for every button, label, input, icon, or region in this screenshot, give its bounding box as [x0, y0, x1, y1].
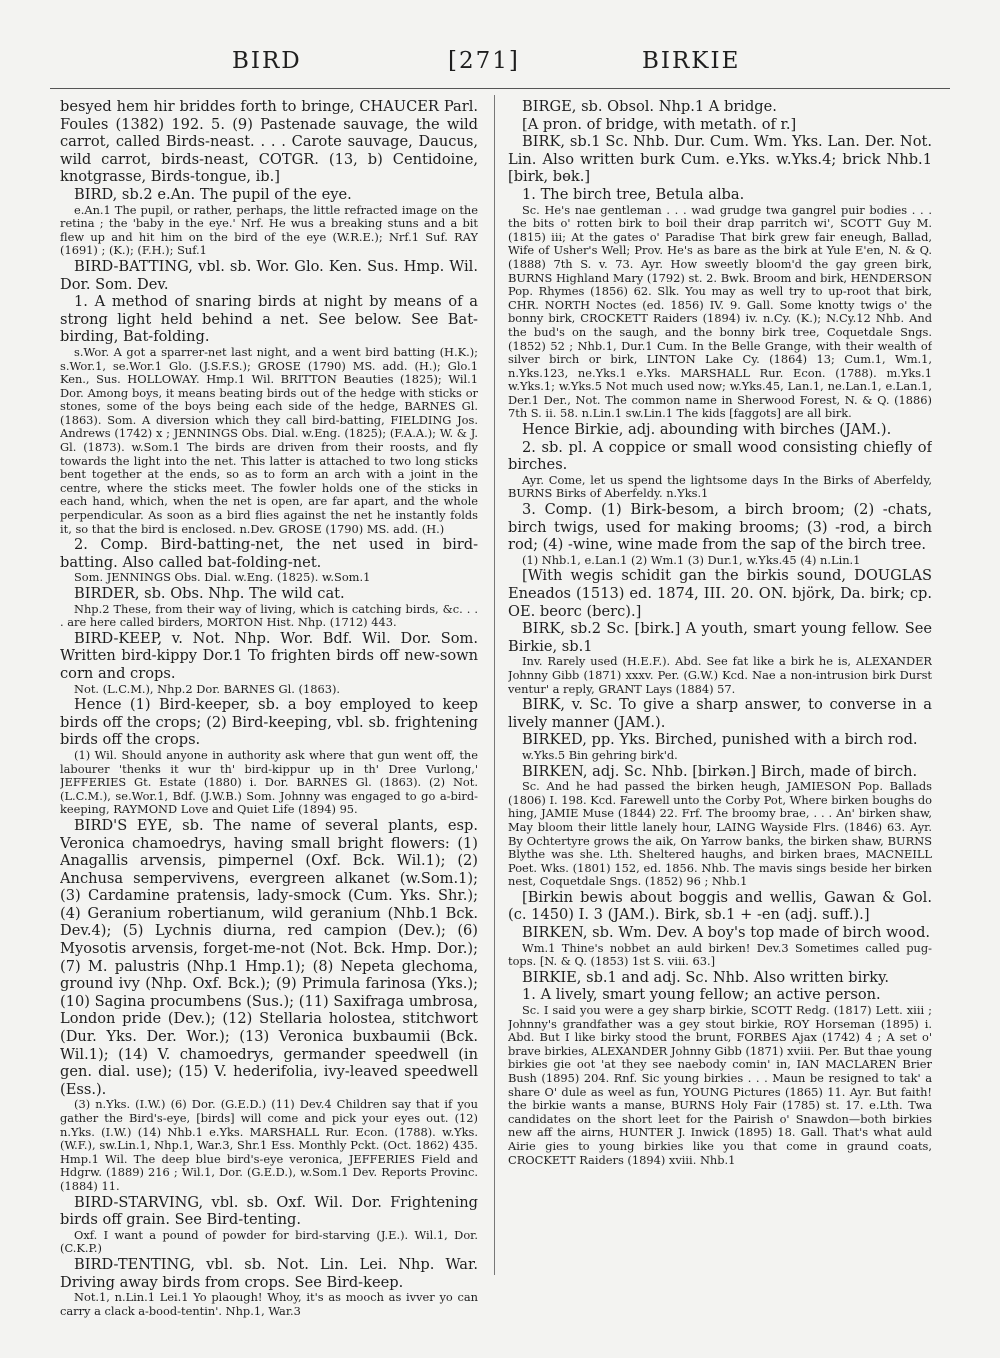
citation-paragraph: Nhp.2 These, from their way of living, which is catching birds, &c. . . . are here called birders, MORTON Hist. Nhp. (1712) 443. — [60, 601, 478, 630]
left-column — [60, 98, 478, 1348]
citation-paragraph: (1) Wil. Should anyone in authority ask where that gun went off, the labourer 'thenks it wur th' bird-kippur up in th' Dree Vurlong,' JEFFERIES Gt. Estate (1880) i. Dor. BARNES Gl. (1863). (2) Not. (L.C.M.), se.Wor.1, Bdf. (J.W.B.) Som. Johnny was engaged to go a-bird-keeping, RAYMOND Love and Quiet Life (1894) 95. — [60, 747, 478, 817]
column-divider — [494, 95, 495, 1275]
entry-paragraph: BIRKED, pp. Yks. Birched, punished with a birch rod. — [522, 731, 918, 749]
right-running-headword: BIRKIE — [642, 48, 741, 74]
entry-paragraph: BIRD-KEEP, v. Not. Nhp. Wor. Bdf. Wil. Dor. Som. Written bird-kippy Dor.1 To frighten birds off new-sown corn and crops. — [60, 629, 478, 682]
citation-paragraph: Not.1, n.Lin.1 Lei.1 Yo plaough! Whoy, it's as mooch as ivver yo can carry a clack a-bood-tentin'. Nhp.1, War.3 — [60, 1290, 478, 1318]
entry-paragraph: BIRD-STARVING, vbl. sb. Oxf. Wil. Dor. Frightening birds off grain. See Bird-tenting. — [60, 1193, 478, 1229]
entry-paragraph: besyed hem hir briddes forth to bringe, CHAUCER Parl. Foules (1382) 192. 5. (9) Pastenade sauvage, the wild carrot, called Birds-neast. . . . Carote sauvage, Daucus, wild carrot, birds-neast, COTGR. (13, b) Centidoine, knotgrasse, Birds-tongue, ib.] — [60, 98, 478, 186]
entry-paragraph: BIRK, sb.2 Sc. [birk.] A youth, smart young fellow. See Birkie, sb.1 — [508, 620, 932, 655]
entry-paragraph: Hence (1) Bird-keeper, sb. a boy employed to keep birds off the crops; (2) Bird-keeping, vbl. sb. frightening birds off the crops. — [60, 696, 478, 749]
header-rule — [50, 88, 950, 89]
entry-paragraph: BIRD-BATTING, vbl. sb. Wor. Glo. Ken. Sus. Hmp. Wil. Dor. Som. Dev. — [60, 257, 478, 293]
citation-paragraph: Som. JENNINGS Obs. Dial. w.Eng. (1825). w.Som.1 — [74, 570, 371, 585]
entry-paragraph: BIRKEN, adj. Sc. Nhb. [birkən.] Birch, made of birch. — [522, 762, 918, 780]
citation-paragraph: Sc. And he had passed the birken heugh, JAMIESON Pop. Ballads (1806) I. 198. Kcd. Farewell unto the Corby Pot, Where birken boughs do hing, JAMIE Muse (1844) 22. Frf. The broomy brae, . . . An' birken shaw, May bloom their little lanely hour, LAING Wayside Flrs. (1846) 63. Ayr. By Ochtertyre grows the aik, On Yarrow banks, the birken shaw, BURNS Blythe was she. Lth. Sheltered haughs, and birken braes, MACNEILL Poet. Wks. (1801) 152, ed. 1856. Nhb. The mavis sings beside her birken nest, Coquetdale Sngs. (1852) 96 ; Nhb.1 — [508, 779, 932, 889]
citation-paragraph: (1) Nhb.1, e.Lan.1 (2) Wm.1 (3) Dur.1, w.Yks.45 (4) n.Lin.1 — [522, 552, 861, 567]
entry-paragraph: 2. Comp. Bird-batting-net, the net used in bird-batting. Also called bat-folding-net. — [60, 536, 478, 571]
page-number: [271] — [448, 48, 520, 74]
entry-paragraph: BIRKIE, sb.1 and adj. Sc. Nhb. Also written birky. — [522, 968, 890, 986]
citation-paragraph: Wm.1 Thine's nobbet an auld birken! Dev.3 Sometimes called pug-tops. [N. & Q. (1853) 1st S. viii. 63.] — [508, 940, 932, 969]
entry-paragraph: BIRK, sb.1 Sc. Nhb. Dur. Cum. Wm. Yks. Lan. Der. Not. Lin. Also written burk Cum. e.Yks. w.Yks.4; brick Nhb.1 [birk, bɵk.] — [508, 133, 932, 186]
entry-paragraph: BIRDER, sb. Obs. Nhp. The wild cat. — [74, 585, 345, 602]
left-running-headword: BIRD — [232, 48, 302, 74]
entry-paragraph: BIRK, v. Sc. To give a sharp answer, to converse in a lively manner (JAM.). — [508, 696, 932, 731]
citation-paragraph: (3) n.Yks. (I.W.) (6) Dor. (G.E.D.) (11) Dev.4 Children say that if you gather the Bird's-eye, [birds] will come and pick your eyes out. (12) n.Yks. (I.W.) (14) Nhb.1 e.Yks. MARSHALL Rur. Econ. (1788). w.Yks. (W.F.), sw.Lin.1, Nhp.1, War.3, Shr.1 Ess. Monthly Pckt. (Oct. 1862) 435. Hmp.1 Wil. The deep blue bird's-eye veronica, JEFFERIES Field and Hdgrw. (1889) 216 ; Wil.1, Dor. (G.E.D.), w.Som.1 Dev. Reports Provinc. (1884) 11. — [60, 1097, 478, 1193]
right-column — [508, 98, 932, 1348]
entry-paragraph: [Birkin bewis about boggis and wellis, Gawan & Gol. (c. 1450) I. 3 (JAM.). Birk, sb.1 + -en (adj. suff.).] — [508, 888, 932, 924]
citation-paragraph: e.An.1 The pupil, or rather, perhaps, the little refracted image on the retina ; the 'baby in the eye.' Nrf. He wus a breaking stuns and a bit flew up and hit him on the bird of the eye (W.R.E.); Nrf.1 Suf. RAY (1691) ; (K.); (F.H.); Suf.1 — [60, 202, 478, 258]
entry-paragraph: 3. Comp. (1) Birk-besom, a birch broom; (2) -chats, birch twigs, used for making brooms; (3) -rod, a birch rod; (4) -wine, wine made from the sap of the birch tree. — [508, 501, 932, 554]
citation-paragraph: Not. (L.C.M.), Nhp.2 Dor. BARNES Gl. (1863). — [74, 681, 341, 696]
entry-paragraph: BIRD'S EYE, sb. The name of several plants, esp. Veronica chamoedrys, having small bright flowers: (1) Anagallis arvensis, pimpernel (Oxf. Bck. Wil.1); (2) Anchusa sempervivens, evergreen alkanet (w.Som.1); (3) Cardamine pratensis, lady-smock (Cum. Yks. Shr.); (4) Geranium robertianum, wild geranium (Nhb.1 Bck. Dev.4); (5) Lychnis diurna, red campion (Dev.); (6) Myosotis arvensis, forget-me-not (Not. Bck. Hmp. Dor.); (7) M. palustris (Nhp.1 Hmp.1); (8) Nepeta glechoma, ground ivy (Nhp. Oxf. Bck.); (9) Primula farinosa (Yks.); (10) Sagina procumbens (Sus.); (11) Saxifraga umbrosa, London pride (Dev.); (12) Stellaria holostea, stitchwort (Dur. Yks. Der. Wor.); (13) Veronica buxbaumii (Bck. Wil.1); (14) V. chamoedrys, germander speedwell (in gen. dial. use); (15) V. hederifolia, ivy-leaved speedwell (Ess.). — [60, 816, 478, 1098]
citation-paragraph: Inv. Rarely used (H.E.F.). Abd. See fat like a birk he is, ALEXANDER Johnny Gibb (1871) xxxv. Per. (G.W.) Kcd. Nae a non-intrusion birk Durst ventur' a reply, GRANT Lays (1884) 57. — [508, 654, 932, 696]
entry-paragraph: Hence Birkie, adj. abounding with birches (JAM.). — [522, 421, 892, 439]
entry-paragraph: [A pron. of bridge, with metath. of r.] — [522, 115, 797, 133]
entry-paragraph: 1. A method of snaring birds at night by means of a strong light held behind a net. See below. See Bat-birding, Bat-folding. — [60, 293, 478, 346]
running-header — [0, 40, 1000, 90]
citation-paragraph: w.Yks.5 Bin gehring birk'd. — [522, 747, 678, 762]
citation-paragraph: Sc. I said you were a gey sharp birkie, SCOTT Redg. (1817) Lett. xiii ; Johnny's grandfather was a gey stout birkie, ROY Horseman (1895) i. Abd. But I like birky stood the brunt, FORBES Ajax (1742) 4 ; A set o' brave birkies, ALEXANDER Johnny Gibb (1871) xviii. Per. But thae young birkies gie oot 'at they see naebody comin' in, IAN MACLAREN Brier Bush (1895) 204. Rnf. Sic young birkies . . . Maun be resigned to tak' a share O' dule as weel as fun, YOUNG Pictures (1865) 11. Ayr. But faith! the birkie wants a manse, BURNS Holy Fair (1785) st. 17. e.Lth. Twa candidates on the short leet for the Pairish o' Snawdon—both birkies new aff the airns, HUNTER J. Inwick (1895) 18. Gall. That's what auld Airie gies to young birkies like you that come in graund coats, CROCKETT Raiders (1894) xviii. Nhb.1 — [508, 1003, 932, 1167]
citation-paragraph: Sc. He's nae gentleman . . . wad grudge twa gangrel puir bodies . . . the bits o' rotten birk to boil their drap parritch wi', SCOTT Guy M. (1815) iii; At the gates o' Paradise That birk grew fair eneugh, Ballad, Wife of Usher's Well; Prov. He's as bare as the birk at Yule E'en, N. & Q. (1888) 7th S. v. 73. Ayr. How sweetly bloom'd the gay green birk, BURNS Highland Mary (1792) st. 2. Bwk. Broom and birk, HENDERSON Pop. Rhymes (1856) 62. Slk. You may as well try to up-root that birk, CHR. NORTH Noctes (ed. 1856) IV. 9. Gall. Some knotty twigs o' the bonny birk, CROCKETT Raiders (1894) iv. n.Cy. (K.); N.Cy.12 Nhb. And the bud's on the saugh, and the bonny birk tree, Coquetdale Sngs. (1852) 52 ; Nhb.1, Dur.1 Cum. In the Belle Grange, with their wealth of silver birch or birk, LINTON Lake Cy. (1864) 13; Cum.1, Wm.1, n.Yks.123, ne.Yks.1 e.Yks. MARSHALL Rur. Econ. (1788). m.Yks.1 w.Yks.1; w.Yks.5 Not much used now; w.Yks.45, Lan.1, ne.Lan.1, e.Lan.1, Der.1 Der., Not. The common name in Sherwood Forest, N. & Q. (1886) 7th S. ii. 58. n.Lin.1 sw.Lin.1 The kids [faggots] are all birk. — [508, 202, 932, 421]
entry-paragraph: 1. The birch tree, Betula alba. — [522, 185, 745, 203]
citation-paragraph: Oxf. I want a pound of powder for bird-starving (J.E.). Wil.1, Dor. (C.K.P.) — [60, 1227, 478, 1256]
entry-paragraph: 1. A lively, smart young fellow; an active person. — [522, 986, 881, 1004]
entry-paragraph: BIRD-TENTING, vbl. sb. Not. Lin. Lei. Nhp. War. Driving away birds from crops. See Bird-keep. — [60, 1255, 478, 1291]
entry-paragraph: BIRGE, sb. Obsol. Nhp.1 A bridge. — [522, 98, 777, 115]
citation-paragraph: Ayr. Come, let us spend the lightsome days In the Birks of Aberfeldy, BURNS Birks of Aberfeldy. n.Yks.1 — [508, 472, 932, 501]
entry-paragraph: 2. sb. pl. A coppice or small wood consisting chiefly of birches. — [508, 438, 932, 474]
entry-paragraph: BIRD, sb.2 e.An. The pupil of the eye. — [74, 185, 352, 203]
entry-paragraph: [With wegis schidit gan the birkis sound, DOUGLAS Eneados (1513) ed. 1874, III. 20. ON. björk, Da. birk; cp. OE. beorc (berc).] — [508, 567, 932, 620]
citation-paragraph: s.Wor. A got a sparrer-net last night, and a went bird batting (H.K.); s.Wor.1, se.Wor.1 Glo. (J.S.F.S.); GROSE (1790) MS. add. (H.); Glo.1 Ken., Sus. HOLLOWAY. Hmp.1 Wil. BRITTON Beauties (1825); Wil.1 Dor. Among boys, it means beating birds out of the hedge with sticks or stones, some of the boys being each side of the hedge, BARNES Gl. (1863). Som. A diversion which they call bird-batting, FIELDING Jos. Andrews (1742) x ; JENNINGS Obs. Dial. w.Eng. (1825); (F.A.A.); W. & J. Gl. (1873). w.Som.1 The birds are driven from their roosts, and fly towards the light into the net. This latter is attached to two long sticks bent together at the ends, so as to form an arch with a joint in the centre, where the sticks meet. The fowler holds one of the sticks in each hand, which, when the net is open, are far apart, and the whole perpendicular. As soon as a bird flies against the net he instantly folds it, so that the bird is enclosed. n.Dev. GROSE (1790) MS. add. (H.) — [60, 344, 478, 536]
entry-paragraph: BIRKEN, sb. Wm. Dev. A boy's top made of birch wood. — [522, 924, 931, 942]
